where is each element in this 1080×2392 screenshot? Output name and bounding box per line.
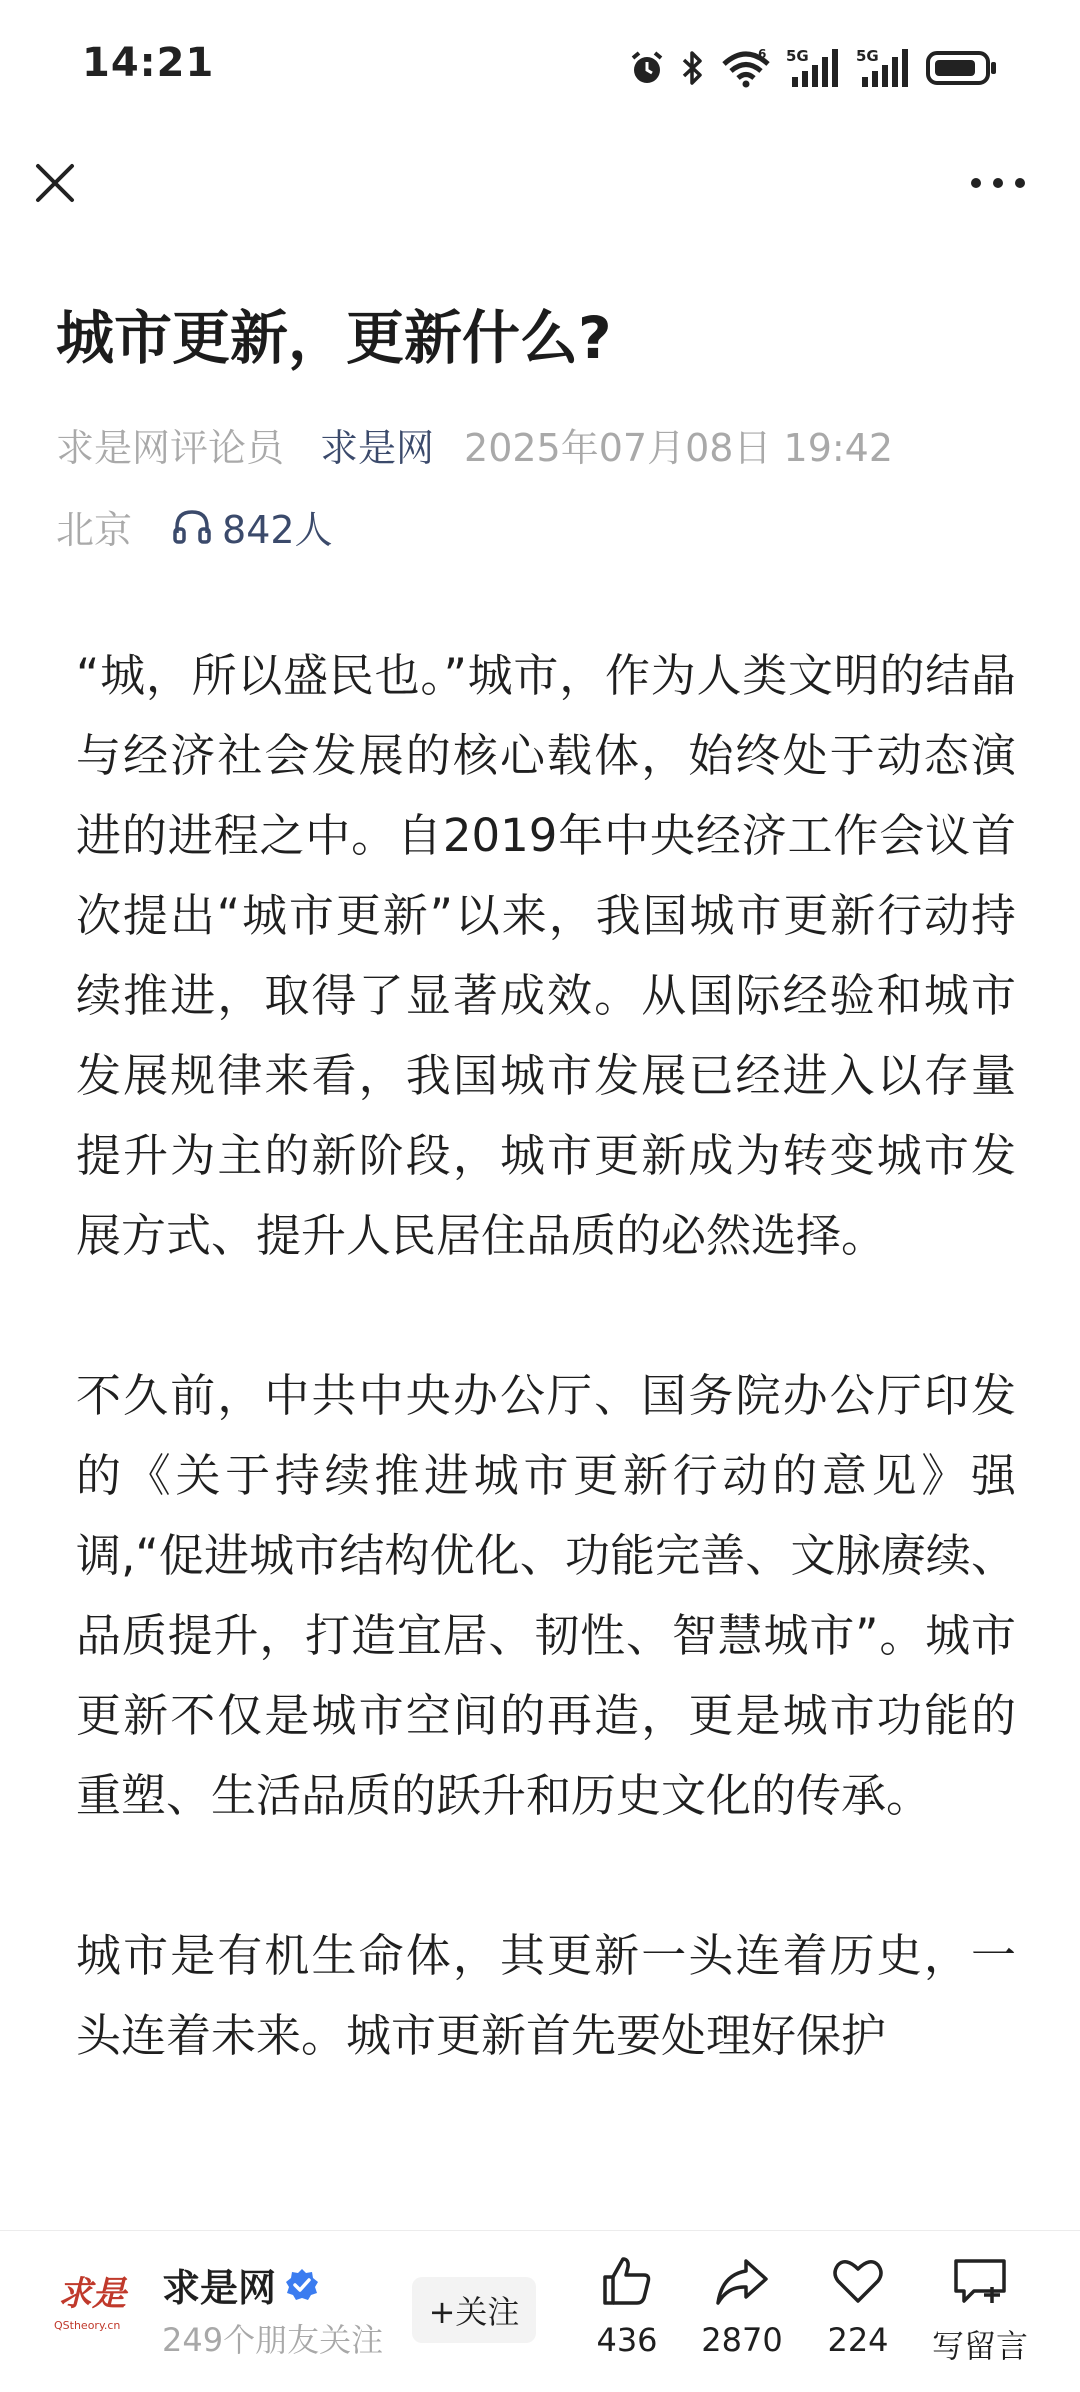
qstheory-logo[interactable] — [52, 2261, 132, 2341]
article-title: 城市更新，更新什么? — [56, 304, 612, 372]
close-icon[interactable] — [30, 158, 80, 208]
share-button[interactable] — [687, 2253, 797, 2359]
heart-icon — [830, 2253, 886, 2309]
headphones-icon — [172, 507, 212, 545]
favorite-button[interactable] — [803, 2253, 913, 2359]
like-button[interactable] — [572, 2253, 682, 2359]
favorite-count: 224 — [827, 2321, 889, 2359]
article-author: 求是网评论员 — [56, 425, 285, 470]
account-name[interactable] — [162, 2257, 320, 2312]
status-icons — [628, 46, 998, 90]
article-meta — [56, 414, 893, 474]
battery-icon — [926, 50, 998, 86]
status-time: 14:21 — [82, 40, 215, 86]
top-nav — [0, 140, 1080, 230]
article-body — [76, 636, 1016, 2156]
svg-text:QStheory.cn: QStheory.cn — [54, 2319, 121, 2332]
alarm-icon — [628, 49, 666, 87]
status-bar — [0, 0, 1080, 132]
account-name-text: 求是网 — [162, 2266, 277, 2310]
article-datetime: 2025年07月08日 19:42 — [464, 425, 894, 470]
bluetooth-icon — [680, 48, 706, 88]
svg-text:5G: 5G — [856, 47, 879, 65]
bottom-action-bar — [0, 2230, 1080, 2392]
article-paragraph: 不久前，中共中央办公厅、国务院办公厅印发的《关于持续推进城市更新行动的意见》强调,“促进城市结构优化、功能完善、文脉赓续、品质提升，打造宜居、韧性、智慧城市”。城市更新不仅是城市空间的再造，更是城市功能的重塑、生活品质的跃升和历史文化的传承。 — [76, 1369, 1016, 1822]
verified-badge-icon — [284, 2267, 320, 2303]
article-meta-2 — [56, 496, 333, 556]
article-location: 北京 — [56, 507, 133, 552]
like-count: 436 — [596, 2321, 658, 2359]
article-paragraph: 城市是有机生命体，其更新一头连着历史，一头连着未来。城市更新首先要处理好保护 — [76, 1929, 1016, 2062]
article-source-link[interactable]: 求是网 — [320, 425, 435, 470]
share-icon — [714, 2253, 770, 2309]
svg-text:求是: 求是 — [58, 2274, 126, 2314]
listen-button[interactable] — [172, 499, 333, 554]
article-paragraph: “城，所以盛民也。”城市，作为人类文明的结晶与经济社会发展的核心载体，始终处于动态演进的进程之中。自2019年中央经济工作会议首次提出“城市更新”以来，我国城市更新行动持续推进，取得了显著成效。从国际经验和城市发展规律来看，我国城市发展已经进入以存量提升为主的新阶段，城市更新成为转变城市发展方式、提升人民居住品质的必然选择。 — [76, 649, 1016, 1262]
comment-button[interactable] — [920, 2253, 1040, 2367]
followers-count: 249个朋友关注 — [162, 2321, 384, 2359]
signal-5g-icon-2 — [856, 47, 912, 89]
signal-5g-icon-1 — [786, 47, 842, 89]
comment-add-icon — [950, 2253, 1010, 2309]
svg-text:5G: 5G — [786, 47, 809, 65]
svg-text:6: 6 — [758, 48, 767, 61]
follow-button[interactable]: +关注 — [412, 2277, 536, 2343]
comment-label: 写留言 — [931, 2327, 1028, 2365]
listener-count: 842人 — [222, 507, 333, 552]
wifi-icon — [720, 48, 772, 88]
thumbs-up-icon — [599, 2253, 655, 2309]
more-horizontal-icon[interactable] — [968, 168, 1028, 198]
share-count: 2870 — [701, 2321, 783, 2359]
